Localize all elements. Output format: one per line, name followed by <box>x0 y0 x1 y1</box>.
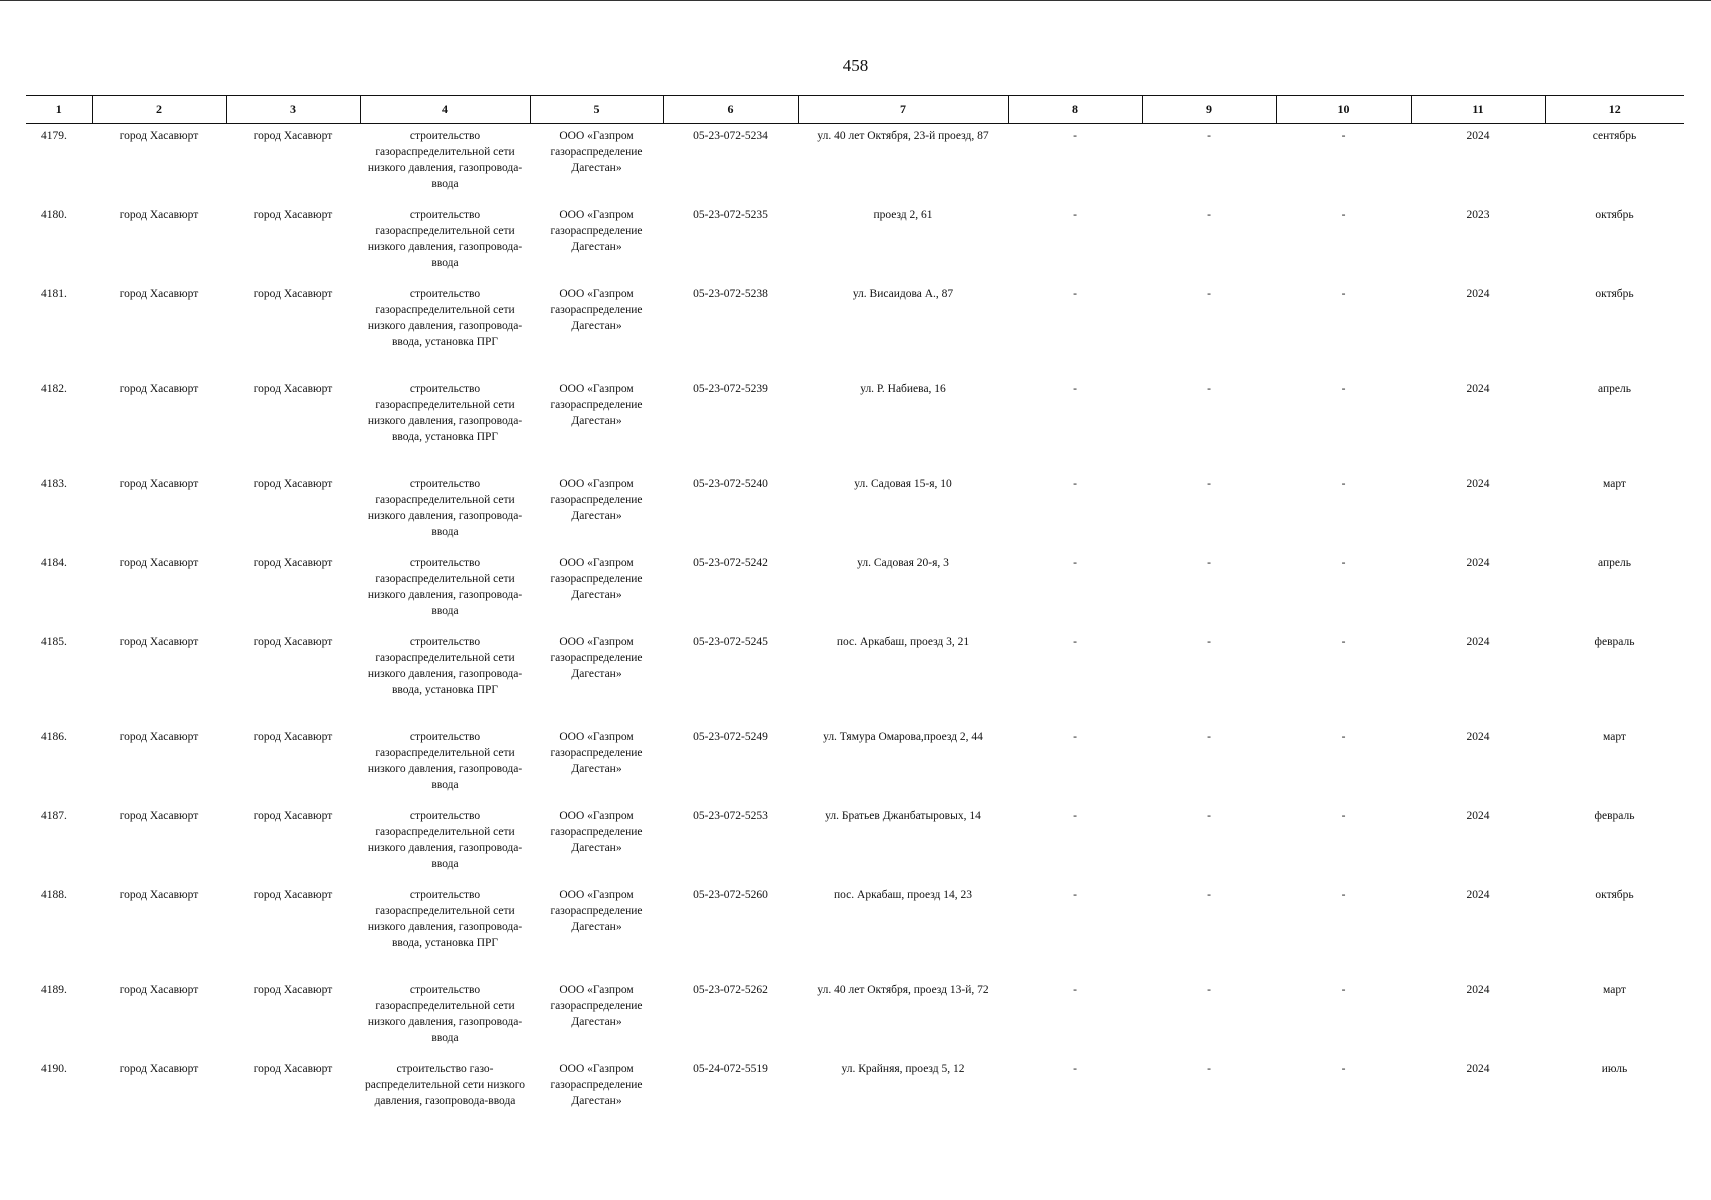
district-cell: город Хасавюрт <box>119 557 199 569</box>
table-row <box>26 1057 1684 1136</box>
col10-cell: - <box>1341 288 1346 300</box>
table-row <box>26 883 1684 978</box>
col9-cell: - <box>1207 810 1211 822</box>
work-type-cell: строительство газораспределительной сети низкого давления, газопровода-ввода <box>367 731 523 791</box>
object-code-cell: 05-23-072-5260 <box>693 889 768 901</box>
work-type-cell: строительство газораспределительной сети низкого давления, газопровода-ввода <box>367 984 523 1044</box>
header-col-11: 11 <box>1411 96 1545 124</box>
col10-cell: - <box>1341 731 1346 743</box>
district-cell: город Хасавюрт <box>119 810 199 822</box>
year-cell: 2024 <box>1466 731 1490 743</box>
table-row <box>26 725 1684 804</box>
year-cell: 2024 <box>1466 383 1490 395</box>
col9-cell: - <box>1207 1063 1211 1075</box>
table-row <box>26 282 1684 377</box>
object-code-cell: 05-23-072-5238 <box>693 288 768 300</box>
organization-cell: ООО «Газпром газораспределение Дагестан» <box>550 810 643 854</box>
col8-cell: - <box>1073 731 1077 743</box>
row-number: 4182. <box>41 383 67 395</box>
object-code-cell: 05-23-072-5253 <box>693 810 768 822</box>
settlement-cell: город Хасавюрт <box>253 731 333 743</box>
organization-cell: ООО «Газпром газораспределение Дагестан» <box>550 636 643 680</box>
month-cell: март <box>1603 984 1626 996</box>
table-row <box>26 377 1684 472</box>
col10-cell: - <box>1341 889 1346 901</box>
object-code-cell: 05-24-072-5519 <box>693 1063 768 1075</box>
year-cell: 2024 <box>1466 810 1490 822</box>
organization-cell: ООО «Газпром газораспределение Дагестан» <box>550 288 643 332</box>
col9-cell: - <box>1207 383 1211 395</box>
header-col-1: 1 <box>26 96 92 124</box>
month-cell: октябрь <box>1595 889 1634 901</box>
district-cell: город Хасавюрт <box>119 130 199 142</box>
year-cell: 2024 <box>1466 288 1490 300</box>
organization-cell: ООО «Газпром газораспределение Дагестан» <box>550 889 643 933</box>
col9-cell: - <box>1207 288 1211 300</box>
gasification-table <box>26 95 1684 1136</box>
col10-cell: - <box>1341 1063 1346 1075</box>
row-number: 4186. <box>41 731 67 743</box>
header-col-4: 4 <box>360 96 530 124</box>
row-number: 4190. <box>41 1063 67 1075</box>
organization-cell: ООО «Газпром газораспределение Дагестан» <box>550 383 643 427</box>
address-cell: ул. Садовая 15-я, 10 <box>854 478 952 490</box>
header-col-8: 8 <box>1008 96 1142 124</box>
settlement-cell: город Хасавюрт <box>253 984 333 996</box>
settlement-cell: город Хасавюрт <box>253 1063 333 1075</box>
month-cell: март <box>1603 478 1626 490</box>
settlement-cell: город Хасавюрт <box>253 557 333 569</box>
address-cell: проезд 2, 61 <box>873 209 933 221</box>
col9-cell: - <box>1207 130 1211 142</box>
district-cell: город Хасавюрт <box>119 731 199 743</box>
work-type-cell: строительство газо-распределительной сети низкого давления, газопровода-ввода <box>365 1063 525 1107</box>
settlement-cell: город Хасавюрт <box>253 889 333 901</box>
year-cell: 2024 <box>1466 984 1490 996</box>
row-number: 4185. <box>41 636 67 648</box>
row-number: 4184. <box>41 557 67 569</box>
object-code-cell: 05-23-072-5234 <box>693 130 768 142</box>
table-row <box>26 551 1684 630</box>
settlement-cell: город Хасавюрт <box>253 130 333 142</box>
header-col-9: 9 <box>1142 96 1276 124</box>
address-cell: ул. Тямура Омарова,проезд 2, 44 <box>823 731 983 743</box>
object-code-cell: 05-23-072-5242 <box>693 557 768 569</box>
table-container <box>26 95 1684 1136</box>
col9-cell: - <box>1207 478 1211 490</box>
settlement-cell: город Хасавюрт <box>253 209 333 221</box>
col8-cell: - <box>1073 209 1077 221</box>
year-cell: 2024 <box>1466 557 1490 569</box>
year-cell: 2024 <box>1466 130 1490 142</box>
col8-cell: - <box>1073 889 1077 901</box>
object-code-cell: 05-23-072-5240 <box>693 478 768 490</box>
header-col-2: 2 <box>92 96 226 124</box>
col8-cell: - <box>1073 130 1077 142</box>
col8-cell: - <box>1073 383 1077 395</box>
col8-cell: - <box>1073 1063 1077 1075</box>
month-cell: октябрь <box>1595 209 1634 221</box>
col10-cell: - <box>1341 636 1346 648</box>
organization-cell: ООО «Газпром газораспределение Дагестан» <box>550 731 643 775</box>
page-number: 458 <box>842 56 869 75</box>
header-row <box>26 96 1684 124</box>
month-cell: март <box>1603 731 1626 743</box>
district-cell: город Хасавюрт <box>119 889 199 901</box>
table-row <box>26 124 1684 204</box>
object-code-cell: 05-23-072-5235 <box>693 209 768 221</box>
table-row <box>26 472 1684 551</box>
address-cell: пос. Аркабаш, проезд 3, 21 <box>836 636 970 648</box>
header-col-6: 6 <box>663 96 798 124</box>
month-cell: апрель <box>1598 383 1631 395</box>
col8-cell: - <box>1073 636 1077 648</box>
work-type-cell: строительство газораспределительной сети низкого давления, газопровода-ввода <box>367 209 523 269</box>
work-type-cell: строительство газораспределительной сети низкого давления, газопровода-ввода, установка ПРГ <box>367 636 523 696</box>
work-type-cell: строительство газораспределительной сети низкого давления, газопровода-ввода <box>367 810 523 870</box>
address-cell: ул. 40 лет Октября, 23-й проезд, 87 <box>817 130 989 142</box>
col10-cell: - <box>1341 130 1346 142</box>
address-cell: ул. Крайняя, проезд 5, 12 <box>841 1063 965 1075</box>
col10-cell: - <box>1341 984 1346 996</box>
col9-cell: - <box>1207 636 1211 648</box>
district-cell: город Хасавюрт <box>119 636 199 648</box>
year-cell: 2024 <box>1466 636 1490 648</box>
district-cell: город Хасавюрт <box>119 209 199 221</box>
district-cell: город Хасавюрт <box>119 288 199 300</box>
row-number: 4188. <box>41 889 67 901</box>
object-code-cell: 05-23-072-5249 <box>693 731 768 743</box>
month-cell: апрель <box>1598 557 1631 569</box>
object-code-cell: 05-23-072-5239 <box>693 383 768 395</box>
work-type-cell: строительство газораспределительной сети низкого давления, газопровода-ввода <box>367 557 523 617</box>
col8-cell: - <box>1073 478 1077 490</box>
col9-cell: - <box>1207 209 1211 221</box>
col8-cell: - <box>1073 810 1077 822</box>
header-col-5: 5 <box>530 96 663 124</box>
year-cell: 2024 <box>1466 1063 1490 1075</box>
work-type-cell: строительство газораспределительной сети низкого давления, газопровода-ввода, установка ПРГ <box>367 288 523 348</box>
address-cell: ул. Братьев Джанбатыровых, 14 <box>825 810 981 822</box>
col8-cell: - <box>1073 288 1077 300</box>
organization-cell: ООО «Газпром газораспределение Дагестан» <box>550 478 643 522</box>
row-number: 4187. <box>41 810 67 822</box>
header-col-3: 3 <box>226 96 360 124</box>
work-type-cell: строительство газораспределительной сети низкого давления, газопровода-ввода <box>367 478 523 538</box>
table-body <box>26 124 1684 1137</box>
row-number: 4179. <box>41 130 67 142</box>
address-cell: пос. Аркабаш, проезд 14, 23 <box>833 889 973 901</box>
month-cell: февраль <box>1594 810 1635 822</box>
scan-top-border <box>0 0 1711 1</box>
address-cell: ул. 40 лет Октября, проезд 13-й, 72 <box>817 984 989 996</box>
district-cell: город Хасавюрт <box>119 984 199 996</box>
col9-cell: - <box>1207 889 1211 901</box>
row-number: 4181. <box>41 288 67 300</box>
col8-cell: - <box>1073 557 1077 569</box>
year-cell: 2024 <box>1466 889 1490 901</box>
organization-cell: ООО «Газпром газораспределение Дагестан» <box>550 1063 643 1107</box>
work-type-cell: строительство газораспределительной сети низкого давления, газопровода-ввода, установка ПРГ <box>367 889 523 949</box>
col9-cell: - <box>1207 731 1211 743</box>
year-cell: 2023 <box>1466 209 1490 221</box>
work-type-cell: строительство газораспределительной сети низкого давления, газопровода-ввода, установка ПРГ <box>367 383 523 443</box>
col8-cell: - <box>1073 984 1077 996</box>
col10-cell: - <box>1341 478 1346 490</box>
col9-cell: - <box>1207 557 1211 569</box>
month-cell: октябрь <box>1595 288 1634 300</box>
row-number: 4180. <box>41 209 67 221</box>
table-row <box>26 203 1684 282</box>
month-cell: сентябрь <box>1592 130 1637 142</box>
row-number: 4189. <box>41 984 67 996</box>
address-cell: ул. Висаидова А., 87 <box>852 288 954 300</box>
month-cell: июль <box>1601 1063 1628 1075</box>
header-col-12: 12 <box>1545 96 1684 124</box>
settlement-cell: город Хасавюрт <box>253 636 333 648</box>
organization-cell: ООО «Газпром газораспределение Дагестан» <box>550 209 643 253</box>
settlement-cell: город Хасавюрт <box>253 810 333 822</box>
organization-cell: ООО «Газпром газораспределение Дагестан» <box>550 984 643 1028</box>
address-cell: ул. Р. Набиева, 16 <box>860 383 946 395</box>
table-row <box>26 804 1684 883</box>
table-row <box>26 978 1684 1057</box>
month-cell: февраль <box>1594 636 1635 648</box>
district-cell: город Хасавюрт <box>119 478 199 490</box>
organization-cell: ООО «Газпром газораспределение Дагестан» <box>550 557 643 601</box>
district-cell: город Хасавюрт <box>119 383 199 395</box>
col10-cell: - <box>1341 383 1346 395</box>
object-code-cell: 05-23-072-5262 <box>693 984 768 996</box>
district-cell: город Хасавюрт <box>119 1063 199 1075</box>
settlement-cell: город Хасавюрт <box>253 478 333 490</box>
year-cell: 2024 <box>1466 478 1490 490</box>
table-row <box>26 630 1684 725</box>
col10-cell: - <box>1341 810 1346 822</box>
header-col-7: 7 <box>798 96 1008 124</box>
row-number: 4183. <box>41 478 67 490</box>
settlement-cell: город Хасавюрт <box>253 383 333 395</box>
object-code-cell: 05-23-072-5245 <box>693 636 768 648</box>
col9-cell: - <box>1207 984 1211 996</box>
organization-cell: ООО «Газпром газораспределение Дагестан» <box>550 130 643 174</box>
address-cell: ул. Садовая 20-я, 3 <box>857 557 949 569</box>
work-type-cell: строительство газораспределительной сети низкого давления, газопровода-ввода <box>367 130 523 190</box>
col10-cell: - <box>1341 557 1346 569</box>
header-col-10: 10 <box>1276 96 1411 124</box>
settlement-cell: город Хасавюрт <box>253 288 333 300</box>
col10-cell: - <box>1341 209 1346 221</box>
